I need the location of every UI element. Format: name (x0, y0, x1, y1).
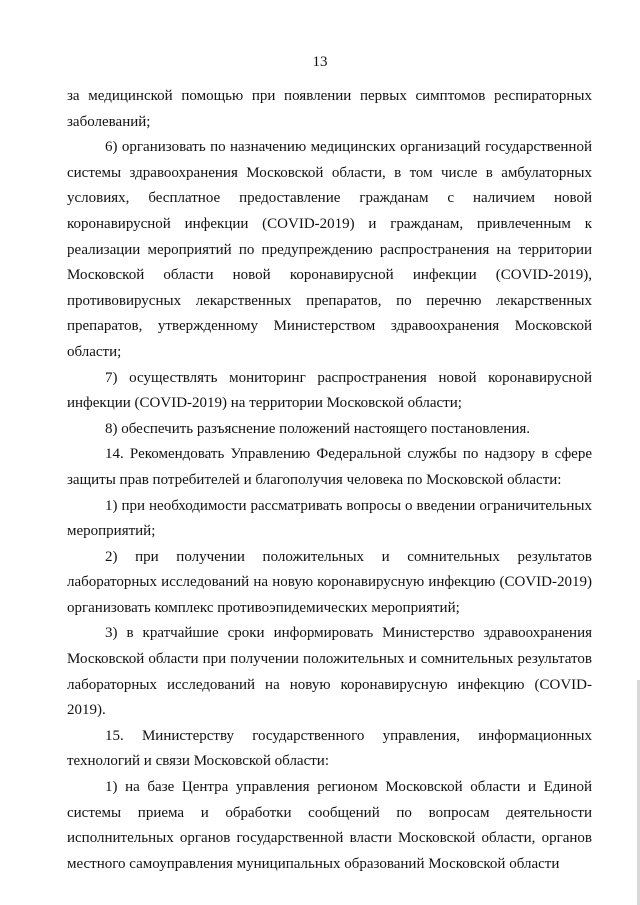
paragraph-section-14: 14. Рекомендовать Управлению Федеральной службы по надзору в сфере защиты прав потребителей и благополучия человека по Московской области: (67, 446, 592, 488)
paragraph-continuation: за медицинской помощью при появлении первых симптомов респираторных заболеваний; (67, 88, 592, 130)
page-number: 13 (312, 54, 328, 70)
paragraph-item-7: 7) осуществлять мониторинг распространения новой коронавирусной инфекции (COVID-2019) на территории Московской области; (67, 369, 592, 412)
paragraph-14-item-2: 2) при получении положительных и сомнительных результатов лабораторных исследований на новую коронавирусную инфекцию (COVID-2019) организовать комплекс противоэпидемических мероприятий; (67, 548, 592, 616)
paragraph-14-item-3: 3) в кратчайшие сроки информировать Министерство здравоохранения Московской области при получении положительных и сомнительных результатов лабораторных исследований на новую коронавирусную инфекцию (COVID-2019). (67, 625, 592, 719)
document-body (67, 84, 592, 877)
paragraph-section-15: 15. Министерству государственного управления, информационных технологий и связи Московской области: (67, 727, 592, 770)
paragraph-15-item-1: 1) на базе Центра управления регионом Московской области и Единой системы приема и обработки сообщений по вопросам деятельности исполнительных органов государственной власти Московской области, органов местного самоуправления муниципальных образований Московской области (67, 779, 592, 872)
paragraph-14-item-1: 1) при необходимости рассматривать вопросы о введении ограничительных мероприятий; (67, 497, 592, 540)
paragraph-item-6: 6) организовать по назначению медицинских организаций государственной системы здравоохранения Московской области, в том числе в амбулаторных условиях, бесплатное предоставление гражданам с наличием новой коронавирусной инфекции (COVID-2019) и гражданам, привлеченным к реализации мероприятий по предупреждению распространения на территории Московской области новой коронавирусной инфекции (COVID-2019), противовирусных лекарственных препаратов, по перечню лекарственных препаратов, утвержденному Министерством здравоохранения Московской области; (67, 139, 592, 360)
paragraph-item-8: 8) обеспечить разъяснение положений настоящего постановления. (105, 420, 531, 437)
